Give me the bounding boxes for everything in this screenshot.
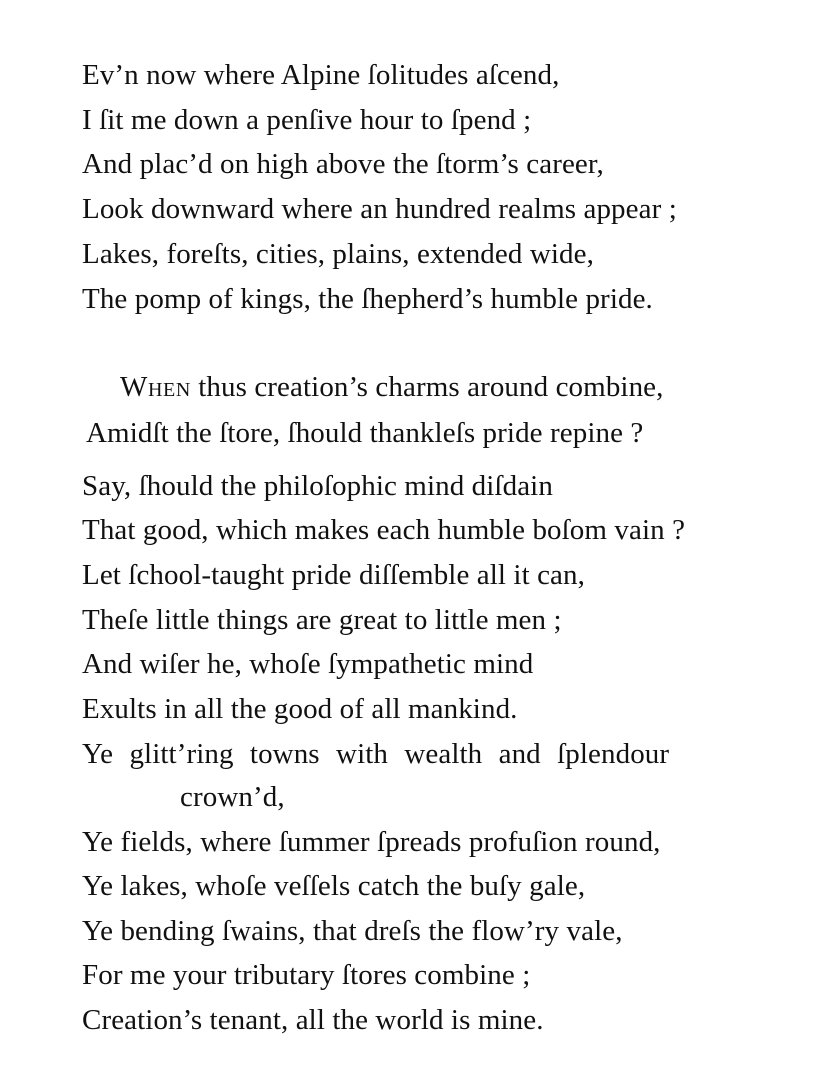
poem-line: Creation’s tenant, all the world is mine. xyxy=(82,1004,544,1036)
poem-line: Ye lakes, whoſe veſſels catch the buſy gale, xyxy=(82,870,586,902)
stanza-opening-word: When xyxy=(120,371,191,403)
poem-line: Ye bending ſwains, that dreſs the flow’ry vale, xyxy=(82,915,623,947)
poem-line: For me your tributary ſtores combine ; xyxy=(82,959,531,991)
poem-line: And plac’d on high above the ſtorm’s career, xyxy=(82,148,604,180)
poem-line-continuation: crown’d, xyxy=(180,781,285,813)
poem-line: That good, which makes each humble boſom vain ? xyxy=(82,514,686,546)
poem-line: Say, ſhould the philoſophic mind diſdain xyxy=(82,470,553,502)
poem-line: Let ſchool-taught pride diſſemble all it can, xyxy=(82,559,585,591)
poem-line: Look downward where an hundred realms appear ; xyxy=(82,193,677,225)
poem-line: I ſit me down a penſive hour to ſpend ; xyxy=(82,104,532,136)
poem-line: Theſe little things are great to little men ; xyxy=(82,604,562,636)
stanza-opening-rest: thus creation’s charms around combine, xyxy=(190,371,664,403)
poem-line: Ev’n now where Alpine ſolitudes aſcend, xyxy=(82,59,560,91)
poem-line: Ye glitt’ring towns with wealth and ſplendour xyxy=(82,738,670,770)
poem-line: Amidſt the ſtore, ſhould thankleſs pride repine ? xyxy=(86,417,644,449)
poem-line: And wiſer he, whoſe ſympathetic mind xyxy=(82,648,534,680)
poem-line: Exults in all the good of all mankind. xyxy=(82,693,518,725)
poem-line: The pomp of kings, the ſhepherd’s humble pride. xyxy=(82,283,653,315)
poem-line: Lakes, foreſts, cities, plains, extended wide, xyxy=(82,238,594,270)
poem-line: Ye fields, where ſummer ſpreads profuſion round, xyxy=(82,826,661,858)
poem-line-stanza-opening xyxy=(120,370,664,404)
